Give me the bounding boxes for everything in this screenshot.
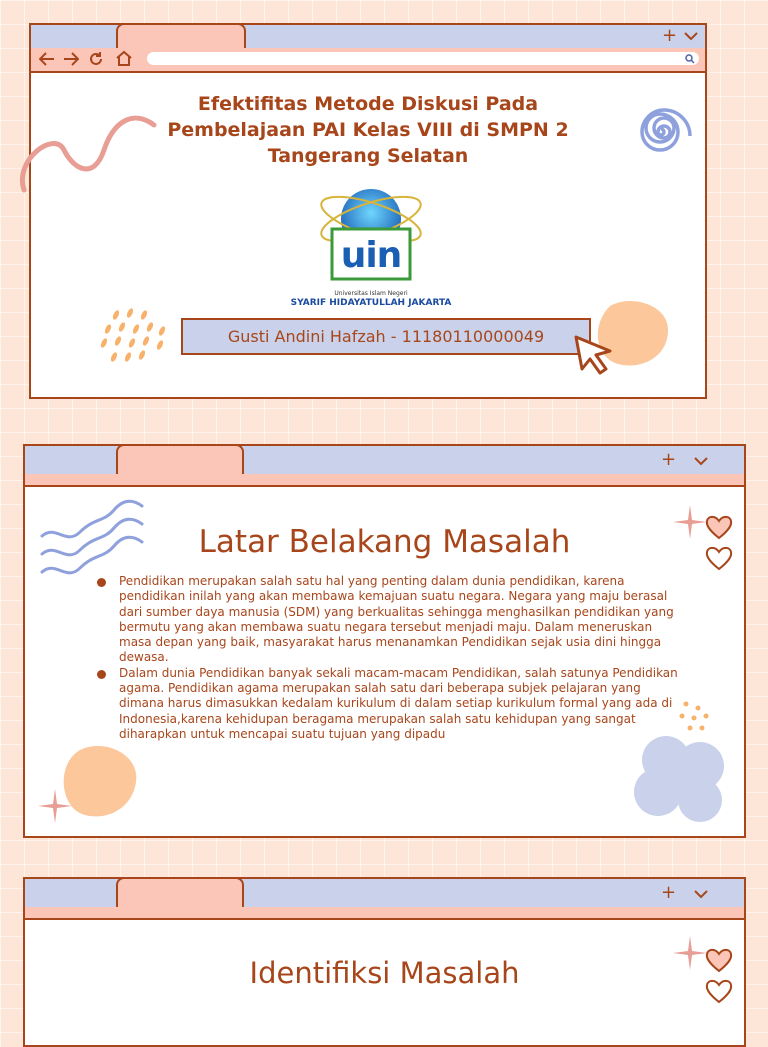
heart-icon	[705, 545, 733, 571]
slide-heading: Latar Belakang Masalah	[198, 524, 571, 560]
chevron-down-icon[interactable]	[694, 889, 708, 899]
spiral-icon	[629, 100, 693, 164]
search-icon[interactable]	[685, 54, 695, 64]
dots-decoration	[676, 698, 712, 734]
forward-arrow-icon[interactable]	[63, 52, 79, 66]
reload-icon[interactable]	[88, 51, 104, 67]
heart-icon	[705, 947, 733, 973]
sparkle-icon	[38, 789, 72, 823]
blue-cloud-decoration	[630, 730, 734, 826]
list-item: Pendidikan merupakan salah satu hal yang penting dalam dunia pendidikan, karena pendidikan inilah yang akan membawa kemajuan suatu negara. Negara yang maju berasal dari sumber daya manusia (SDM) yang berkualitas sehingga menghasilkan pendidikan yang bermutu yang akan membawa suatu negara tersebut menjadi maju. Dalam meneruskan masa depan yang baik, masyarakat harus menanamkan Pendidikan sejak usia dini hingga dewasa.	[93, 574, 683, 666]
author-box	[181, 318, 591, 355]
logo-subtitle: Universitas Islam Negeri	[334, 290, 408, 297]
title-line: Pembelajaan PAI Kelas VIII di SMPN 2	[167, 119, 569, 141]
squiggle-decoration	[14, 110, 164, 195]
sparkle-icon	[673, 936, 707, 970]
sparkle-icon	[673, 505, 707, 539]
list-item: Dalam dunia Pendidikan banyak sekali macam-macam Pendidikan, salah satunya Pendidikan agama. Pendidikan agama merupakan salah satu dari beberapa subjek pelajaran yang dimana harus dimasukkan kedalam kurikulum di dalam setiap kurikulum formal yang ada di Indonesia,karena kehidupan beragama merupakan salah satu kehidupan yang sangat diharapkan untuk mencapai suatu tujuan yang dipadu	[93, 666, 683, 742]
logo-name: SYARIF HIDAYATULLAH JAKARTA	[290, 298, 452, 308]
plus-icon[interactable]: +	[661, 449, 677, 470]
cursor-arrow-icon	[572, 333, 616, 377]
wavy-lines-decoration	[38, 496, 146, 582]
tab-strip	[25, 474, 744, 487]
author-name: Gusti Andini Hafzah - 11180110000049	[227, 327, 545, 346]
logo-mark: uin	[340, 235, 402, 276]
tab-strip	[25, 907, 744, 920]
slide-heading: Identifiksi Masalah	[249, 956, 520, 990]
uin-logo	[281, 183, 461, 311]
chevron-down-icon[interactable]	[694, 456, 708, 466]
plus-icon[interactable]: +	[662, 25, 678, 46]
browser-tab[interactable]	[116, 23, 246, 48]
title-line: Tangerang Selatan	[267, 145, 469, 167]
browser-tab[interactable]	[116, 877, 244, 907]
home-icon[interactable]	[115, 50, 133, 67]
heart-icon	[705, 514, 733, 540]
chevron-down-icon[interactable]	[684, 31, 698, 41]
slide-3-window	[23, 877, 746, 1047]
presentation-title	[111, 91, 625, 169]
plus-icon[interactable]: +	[661, 882, 677, 903]
back-arrow-icon[interactable]	[39, 52, 55, 66]
title-line: Efektifitas Metode Diskusi Pada	[197, 93, 539, 115]
dots-decoration	[96, 305, 176, 371]
browser-tab[interactable]	[116, 444, 244, 474]
bullet-list	[93, 574, 683, 742]
heart-icon	[705, 978, 733, 1004]
address-toolbar	[31, 48, 705, 73]
address-bar[interactable]	[147, 52, 699, 65]
